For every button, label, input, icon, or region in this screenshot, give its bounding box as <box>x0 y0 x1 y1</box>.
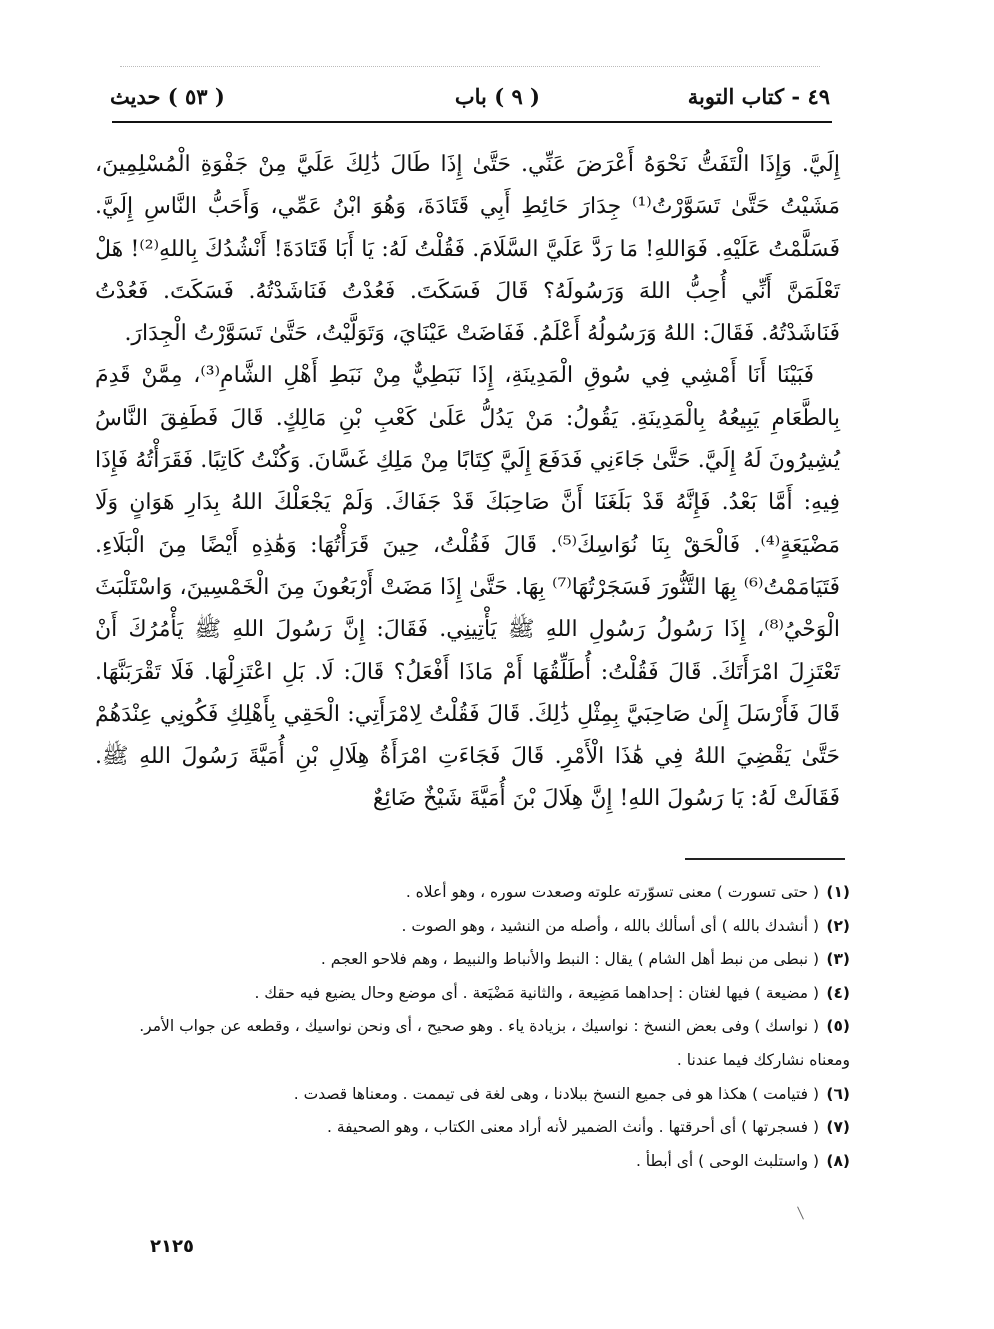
footnote <box>90 1078 850 1112</box>
page-number: ٢١٢٥ <box>150 1236 194 1257</box>
header-chapter: ( ٩ ) باب <box>454 84 540 109</box>
footnote-divider <box>685 858 845 860</box>
footnote <box>90 910 850 944</box>
footnote-text: ( واستلبث الوحى ) أى أبطأ . <box>635 1151 820 1170</box>
footnote-number: (٧) <box>826 1118 850 1137</box>
footnote-text: ( نواسك ) وفى بعض النسخ : نواسيك ، بزيادة ياء . وهو صحيح ، أى ونحن نواسيك ، وقطعه عن جواب الأمر. <box>139 1017 820 1036</box>
footnote <box>90 1145 850 1179</box>
header-page-and-book: ٤٩ - كتاب التوبة <box>687 84 830 109</box>
footnote-continuation <box>90 1044 850 1078</box>
footnote <box>90 1111 850 1145</box>
header-hadith-number: ( ٥٣ ) حديث <box>110 84 225 109</box>
footnote-number: (٣) <box>826 950 850 969</box>
footnote-text: ومعناه نشاركك فيما عندنا . <box>676 1050 850 1069</box>
footnote <box>90 943 850 977</box>
footnote-text: ( مضيعة ) فيها لغتان : إحداهما مَضِيعة ، والثانية مَضْيَعة . أى موضع وحال يضيع فيه حقك . <box>254 983 820 1002</box>
page-header <box>110 78 830 118</box>
scan-mark <box>797 1206 804 1219</box>
footnote-text: ( فسجرتها ) أى أحرقتها . وأنث الضمير لأنه أراد معنى الكتاب ، وهو الصحيفة . <box>327 1118 820 1137</box>
footnote-number: (٢) <box>826 916 850 935</box>
footnote-number: (٥) <box>826 1017 850 1036</box>
footnote-number: (٤) <box>826 983 850 1002</box>
footnote <box>90 977 850 1011</box>
footnote-text: ( فتيامت ) هكذا هو فى جميع النسخ ببلادنا ، وهى لغة فى تيممت . ومعناها قصدت . <box>293 1084 820 1103</box>
main-text <box>95 144 840 821</box>
footnote-number: (٨) <box>826 1151 850 1170</box>
footnotes <box>90 876 850 1178</box>
scan-dots <box>120 66 820 68</box>
paragraph: فَبَيْنَا أَنَا أَمْشِي فِي سُوقِ الْمَدِينَةِ، إِذَا نَبَطِيٌّ مِنْ نَبَطِ أَهْلِ الشَّامِ⁽³⁾، مِمَّنْ قَدِمَ بِالطَّعَامِ يَبِيعُهُ بِالْمَدِينَةِ. يَقُولُ: مَنْ يَدُلُّ عَلَىٰ كَعْبِ بْنِ مَالِكٍ. قَالَ فَطَفِقَ النَّاسُ يُشِيرُونَ لَهُ إِلَيَّ. حَتَّىٰ جَاءَنِي فَدَفَعَ إِلَيَّ كِتَابًا مِنْ مَلِكِ غَسَّانَ. وَكُنْتُ كَاتِبًا. فَقَرَأْتُهُ فَإِذَا فِيهِ: أَمَّا بَعْدُ. فَإِنَّهُ قَدْ بَلَغَنَا أَنَّ صَاحِبَكَ قَدْ جَفَاكَ. وَلَمْ يَجْعَلْكَ اللهُ بِدَارِ هَوَانٍ وَلَا مَضْيَعَةٍ⁽⁴⁾. فَالْحَقْ بِنَا نُوَاسِكَ⁽⁵⁾. قَالَ فَقُلْتُ، حِينَ قَرَأْتُهَا: وَهَٰذِهِ أَيْضًا مِنَ الْبَلَاءِ. فَتَيَامَمْتُ⁽⁶⁾ بِهَا التَّنُّورَ فَسَجَرْتُهَا⁽⁷⁾ بِهَا. حَتَّىٰ إِذَا مَضَتْ أَرْبَعُونَ مِنَ الْخَمْسِينَ، وَاسْتَلْبَثَ الْوَحْيُ⁽⁸⁾، إِذَا رَسُولُ رَسُولِ اللهِ ﷺ يَأْتِينِي. فَقَالَ: إِنَّ رَسُولَ اللهِ ﷺ يَأْمُرُكَ أَنْ تَعْتَزِلَ امْرَأَتَكَ. قَالَ فَقُلْتُ: أُطَلِّقُهَا أَمْ مَاذَا أَفْعَلُ؟ قَالَ: لَا. بَلِ اعْتَزِلْهَا. فَلَا تَقْرَبَنَّهَا. قَالَ فَأَرْسَلَ إِلَىٰ صَاحِبَيَّ بِمِثْلِ ذَٰلِكَ. قَالَ فَقُلْتُ لِامْرَأَتِي: الْحَقِي بِأَهْلِكِ فَكُونِي عِنْدَهُمْ حَتَّىٰ يَقْضِيَ اللهُ فِي هَٰذَا الْأَمْرِ. قَالَ فَجَاءَتِ امْرَأَةُ هِلَالِ بْنِ أُمَيَّةَ رَسُولَ اللهِ ﷺ. فَقَالَتْ لَهُ: يَا رَسُولَ اللهِ! إِنَّ هِلَالَ بْنَ أُمَيَّةَ شَيْخٌ ضَائِعٌ <box>95 363 841 812</box>
footnote-number: (١) <box>826 883 850 901</box>
footnote <box>90 876 850 910</box>
footnote <box>90 1010 850 1044</box>
footnote-text: ( حتى تسورت ) معنى تسوّرته علوته وصعدت سوره ، وهو أعلاه . <box>405 883 820 901</box>
footnote-text: ( أنشدك بالله ) أى أسألك بالله ، وأصله من النشيد ، وهو الصوت . <box>401 916 820 935</box>
footnote-text: ( نبطى من نبط أهل الشام ) يقال : النبط والأنباط والنبيط ، وهم فلاحو العجم . <box>320 950 820 969</box>
footnote-number: (٦) <box>826 1084 850 1103</box>
header-rule <box>112 121 832 123</box>
paragraph: إِلَيَّ. وَإِذَا الْتَفَتُّ نَحْوَهُ أَعْرَضَ عَنِّي. حَتَّىٰ إِذَا طَالَ ذَٰلِكَ عَلَيَّ مِنْ جَفْوَةِ الْمُسْلِمِينَ، مَشَيْتُ حَتَّىٰ تَسَوَّرْتُ⁽¹⁾ جِدَارَ حَائِطِ أَبِي قَتَادَةَ، وَهُوَ ابْنُ عَمِّي، وَأَحَبُّ النَّاسِ إِلَيَّ. فَسَلَّمْتُ عَلَيْهِ. فَوَاللهِ! مَا رَدَّ عَلَيَّ السَّلَامَ. فَقُلْتُ لَهُ: يَا أَبَا قَتَادَةَ! أَنْشُدُكَ بِاللهِ⁽²⁾! هَلْ تَعْلَمَنَّ أَنِّي أُحِبُّ اللهَ وَرَسُولَهُ؟ قَالَ فَسَكَتَ. فَعُدْتُ فَنَاشَدْتُهُ. فَسَكَتَ. فَعُدْتُ فَنَاشَدْتُهُ. فَقَالَ: اللهُ وَرَسُولُهُ أَعْلَمُ. فَفَاضَتْ عَيْنَايَ، وَتَوَلَّيْتُ، حَتَّىٰ تَسَوَّرْتُ الْجِدَارَ. <box>95 152 840 347</box>
